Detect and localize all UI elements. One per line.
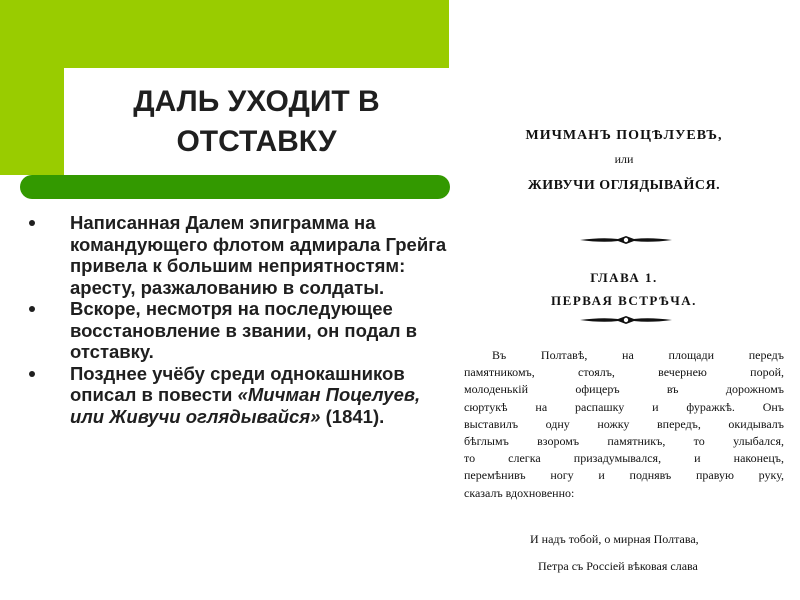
bullet-text-before: Позднее учёбу среди однокашников описал в повести bbox=[70, 362, 405, 405]
story-title: «Мичман Поцелуев, или Живучи оглядывайся» bbox=[70, 384, 421, 427]
bullet-text: Вскоре, несмотря на последующее восстановление в звании, он подал в отставку. bbox=[70, 298, 417, 362]
book-paragraph-line: бѣглымъ взоромъ памятникъ, то улыбался, bbox=[464, 434, 784, 449]
book-paragraph-line: то слегка призадумывался, и наконецъ, bbox=[464, 451, 784, 466]
book-paragraph-line: сюртукѣ на распашку и фуражкѣ. Онъ bbox=[464, 399, 784, 414]
bullet-text: Написанная Далем эпиграмма на командующего флотом адмирала Грейга привела к большим неприятностям: аресту, разжалованию в солдаты. bbox=[70, 212, 447, 298]
bullet-item bbox=[22, 212, 452, 298]
slide-title: ДАЛЬ УХОДИТ В ОТСТАВКУ bbox=[133, 85, 380, 158]
ornament-divider-icon bbox=[578, 234, 674, 246]
book-title-or: или bbox=[614, 152, 634, 166]
book-chapter-title: ПЕРВАЯ ВСТРѢЧА. bbox=[551, 293, 697, 308]
book-paragraph-line: выставилъ одну ножку впередъ, окидывалъ bbox=[464, 416, 784, 431]
green-divider-bar bbox=[20, 175, 450, 199]
book-title-line1: МИЧМАНЪ ПОЦѢЛУЕВЪ, bbox=[525, 128, 723, 143]
bullet-list bbox=[22, 212, 452, 427]
book-chapter: ГЛАВА 1. bbox=[590, 270, 658, 285]
bullet-item bbox=[22, 363, 452, 428]
book-paragraph-line: Въ Полтавѣ, на площади передъ bbox=[492, 348, 784, 362]
bullet-text-after: (1841). bbox=[320, 405, 385, 427]
bullet-dot-icon bbox=[29, 306, 35, 312]
book-paragraph-line: молоденькій офицеръ въ дорожномъ bbox=[464, 382, 784, 397]
book-paragraph-line: перемѣнивъ ногу и поднявъ правую руку, bbox=[464, 468, 784, 483]
book-paragraph-line: сказалъ вдохновенно: bbox=[464, 485, 575, 500]
bullet-item bbox=[22, 298, 452, 363]
bullet-dot-icon bbox=[29, 371, 35, 377]
book-paragraph bbox=[464, 347, 784, 502]
book-verse-line1: И надъ тобой, о мирная Полтава, bbox=[530, 532, 699, 546]
ornament-divider-icon bbox=[578, 314, 674, 326]
book-paragraph-line: памятникомъ, стоялъ, вечернею порой, bbox=[464, 365, 784, 380]
bullet-dot-icon bbox=[29, 220, 35, 226]
book-verse-line2: Петра съ Россіей вѣковая слава bbox=[538, 559, 698, 573]
book-title-line2: ЖИВУЧИ ОГЛЯДЫВАЙСЯ. bbox=[527, 178, 721, 193]
book-page-image bbox=[458, 100, 790, 590]
